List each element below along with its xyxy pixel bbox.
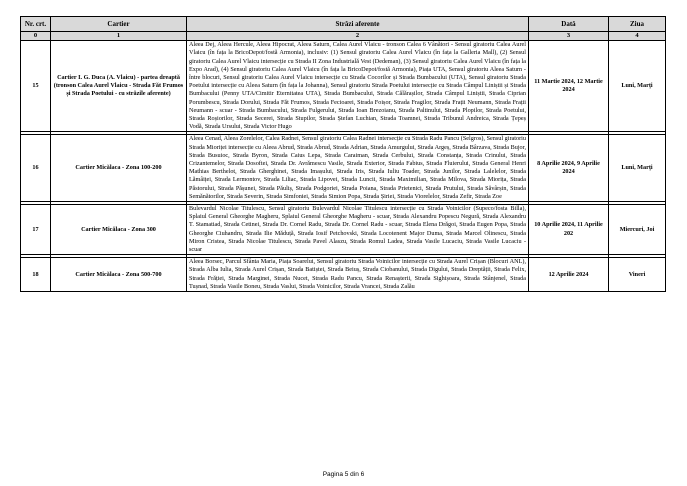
- table-row: [21, 41, 666, 132]
- table-row: [21, 205, 666, 255]
- page-footer: Pagina 5 din 6: [322, 471, 365, 478]
- column-index: 0: [21, 32, 51, 41]
- row-number: 17: [21, 205, 51, 255]
- table-row: [21, 135, 666, 202]
- cartier-cell: Cartier Micălaca - Zona 300: [51, 205, 187, 255]
- cartier-cell: Cartier I. G. Duca (A. Vlaicu) - partea dreaptă (tronson Calea Aurel Vlaicu - Strada Făt Frumos și Strada Poetului - cu străzile aferente): [51, 41, 187, 132]
- day-cell: Luni, Marți: [609, 41, 666, 132]
- day-cell: Miercuri, Joi: [609, 205, 666, 255]
- date-cell: 10 Aprilie 2024, 11 Aprilie 202: [529, 205, 609, 255]
- column-index: 4: [609, 32, 666, 41]
- cartier-cell: Cartier Micălaca - Zona 500-700: [51, 258, 187, 292]
- column-index-row: [21, 32, 666, 41]
- row-number: 15: [21, 41, 51, 132]
- header-cartier: Cartier: [51, 17, 187, 32]
- strazi-cell: Bulevardul Nicolae Titulescu, Sensul giratoriu Bulevardul Nicolae Titulescu intersecție cu Strada Voinicilor (Supeco/fosta Billa), Splaiul General Gheorghe Magheru, Splaiul General Gheorghe Magheru - scuar, Strada Alexandru Popescu Negură, Strada Alexandru T. Stamatiad, Strada Cetinei, Strada Dr. Cornel Radu, Strada Dr. Cornel Radu - scuar, Strada Elena Drăgoi, Strada Eugen Popa, Strada Gheorghe Ciuhandru, Strada Ilie Măduță, Strada Iosif Petchovski, Strada Locotenent Major Duma, Strada Marcel Olinescu, Strada Miron Cristea, Strada Nicolae Titulescu, Strada Pavel Alaszu, Strada Romul Ladea, Strada Vasile Lucaciu, Strada Vasile Lucaciu - scuar: [187, 205, 529, 255]
- column-index: 3: [529, 32, 609, 41]
- row-number: 16: [21, 135, 51, 202]
- header-data: Dată: [529, 17, 609, 32]
- row-number: 18: [21, 258, 51, 292]
- strazi-cell: Aleea Dej, Aleea Hercule, Aleea Hipocrat, Aleea Saturn, Calea Aurel Vlaicu - tronson Calea 6 Vânători - Sensul giratoriu Calea Aurel Vlaicu (în fața la BricoDepot/fostă Armonia), inclusiv: (1) Sensul giratoriu Calea Aurel Vlaicu (în fața la Galleria Mall), (2) Sensul giratoriu Calea Aurel Vlaicu intersecție cu Strada II Zona Industrială Vest (Dedeman), (3) Sensul giratoriu Calea Aurel Vlaicu (în fața la Expo Arad), (4) Sensul giratoriu Calea Aurel Vlaicu (în fața la BricoDepot/fostă Armonia), Piața UTA, Sensul giratoriu Aleea Saturn - între blocuri, Sensul giratoriu Calea Aurel Vlaicu intersecție cu Strada Cocorilor și Strada Bumbacului (UTA), Sensul giratoriu Strada Poetului intersecție cu Aleea Saturn (în fața la Johanna), Sensul giratoriu Strada Poetului intersecție cu Strada Câmpul Liniștii și Strada Bumbacului (Penny UTA/Cimitir Eternitatea UTA), Strada Bumbacului, Strada Călărașilor, Strada Câmpul Liniștii, Strada Ciprian Porumbescu, Strada Dorului, Strada Făt Frumos, Strada Fecioarei, Strada Foișor, Strada Fragilor, Strada Frații Neumann, Strada Frații Neumann - scuar - Strada Bumbacului, Strada Fulgerului, Strada Ioan Brezoianu, Strada Paltinului, Strada Plopilor, Strada Poetului, Strada Roșiorilor, Strada Secerei, Strada Stupilor, Strada Ștefan Luchian, Strada Toamnei, Strada Tribunul Andreica, Strada Țepeș Vodă, Strada Ursului, Strada Victor Hugo: [187, 41, 529, 132]
- header-strazi: Străzi aferente: [187, 17, 529, 32]
- column-index: 1: [51, 32, 187, 41]
- date-cell: 8 Aprilie 2024, 9 Aprilie 2024: [529, 135, 609, 202]
- header-row: [21, 17, 666, 32]
- date-cell: 11 Martie 2024, 12 Martie 2024: [529, 41, 609, 132]
- day-cell: Luni, Marți: [609, 135, 666, 202]
- header-nr: Nr. crt.: [21, 17, 51, 32]
- date-cell: 12 Aprilie 2024: [529, 258, 609, 292]
- cartier-cell: Cartier Micălaca - Zona 100-200: [51, 135, 187, 202]
- column-index: 2: [187, 32, 529, 41]
- header-ziua: Ziua: [609, 17, 666, 32]
- table-row: [21, 258, 666, 292]
- strazi-cell: Aleea Borsec, Parcul Sfânta Maria, Piața Soarelui, Sensul giratoriu Strada Voinicilor intersecție cu Strada Aurel Crișan (Blocuri ANL), Strada Alba Iulia, Strada Aurel Crișan, Strada Batiștei, Strada Beiuș, Strada Ciobanului, Strada Digului, Strada Dreptății, Strada Felix, Strada Frăției, Strada Marginei, Strada Nucet, Strada Radu Pancu, Strada Renașterii, Strada Sighișoara, Strada Stânjenel, Strada Tușnad, Strada Vasile Boneu, Strada Vaslui, Strada Voinicilor, Strada Vrancei, Strada Zalău: [187, 258, 529, 292]
- day-cell: Vineri: [609, 258, 666, 292]
- schedule-table: [20, 16, 666, 292]
- strazi-cell: Aleea Cenad, Aleea Zorelelor, Calea Radnei, Sensul giratoriu Calea Radnei intersecție cu Strada Radu Pancu (Selgros), Sensul giratoriu Strada Mioriței intersecție cu Aleea Abrud, Strada Abrud, Strada Adrian, Strada Amurgului, Strada Argeș, Strada Bârzava, Strada Bujor, Strada Busuioc, Strada Byron, Strada Caius Lepa, Strada Caraiman, Strada Cerbului, Strada Constanța, Strada Crinului, Strada Crizantemelor, Strada Dosoftei, Strada Dr. Avrămescu Vasile, Strada Exterior, Strada Fabius, Strada Fluierului, Strada General Henri Mathias Berthelot, Strada Gherghinei, Strada Imașului, Strada Iris, Strada Iuliu Toader, Strada Junilor, Strada Lalelelor, Strada Lămâiței, Strada Lermontov, Strada Liliac, Strada Lipovei, Strada Luncii, Strada Maximilian, Strada Milova, Strada Miorița, Strada Păstorului, Strada Pășunei, Strada Păuliș, Strada Podgoriei, Strada Poiana, Strada Prietenici, Strada Prutului, Strada Săvârșin, Strada Semănătorilor, Strada Severin, Strada Simfoniei, Strada Simion Popa, Strada Șiriei, Strada Viorelelor, Strada Zefir, Strada Zoe: [187, 135, 529, 202]
